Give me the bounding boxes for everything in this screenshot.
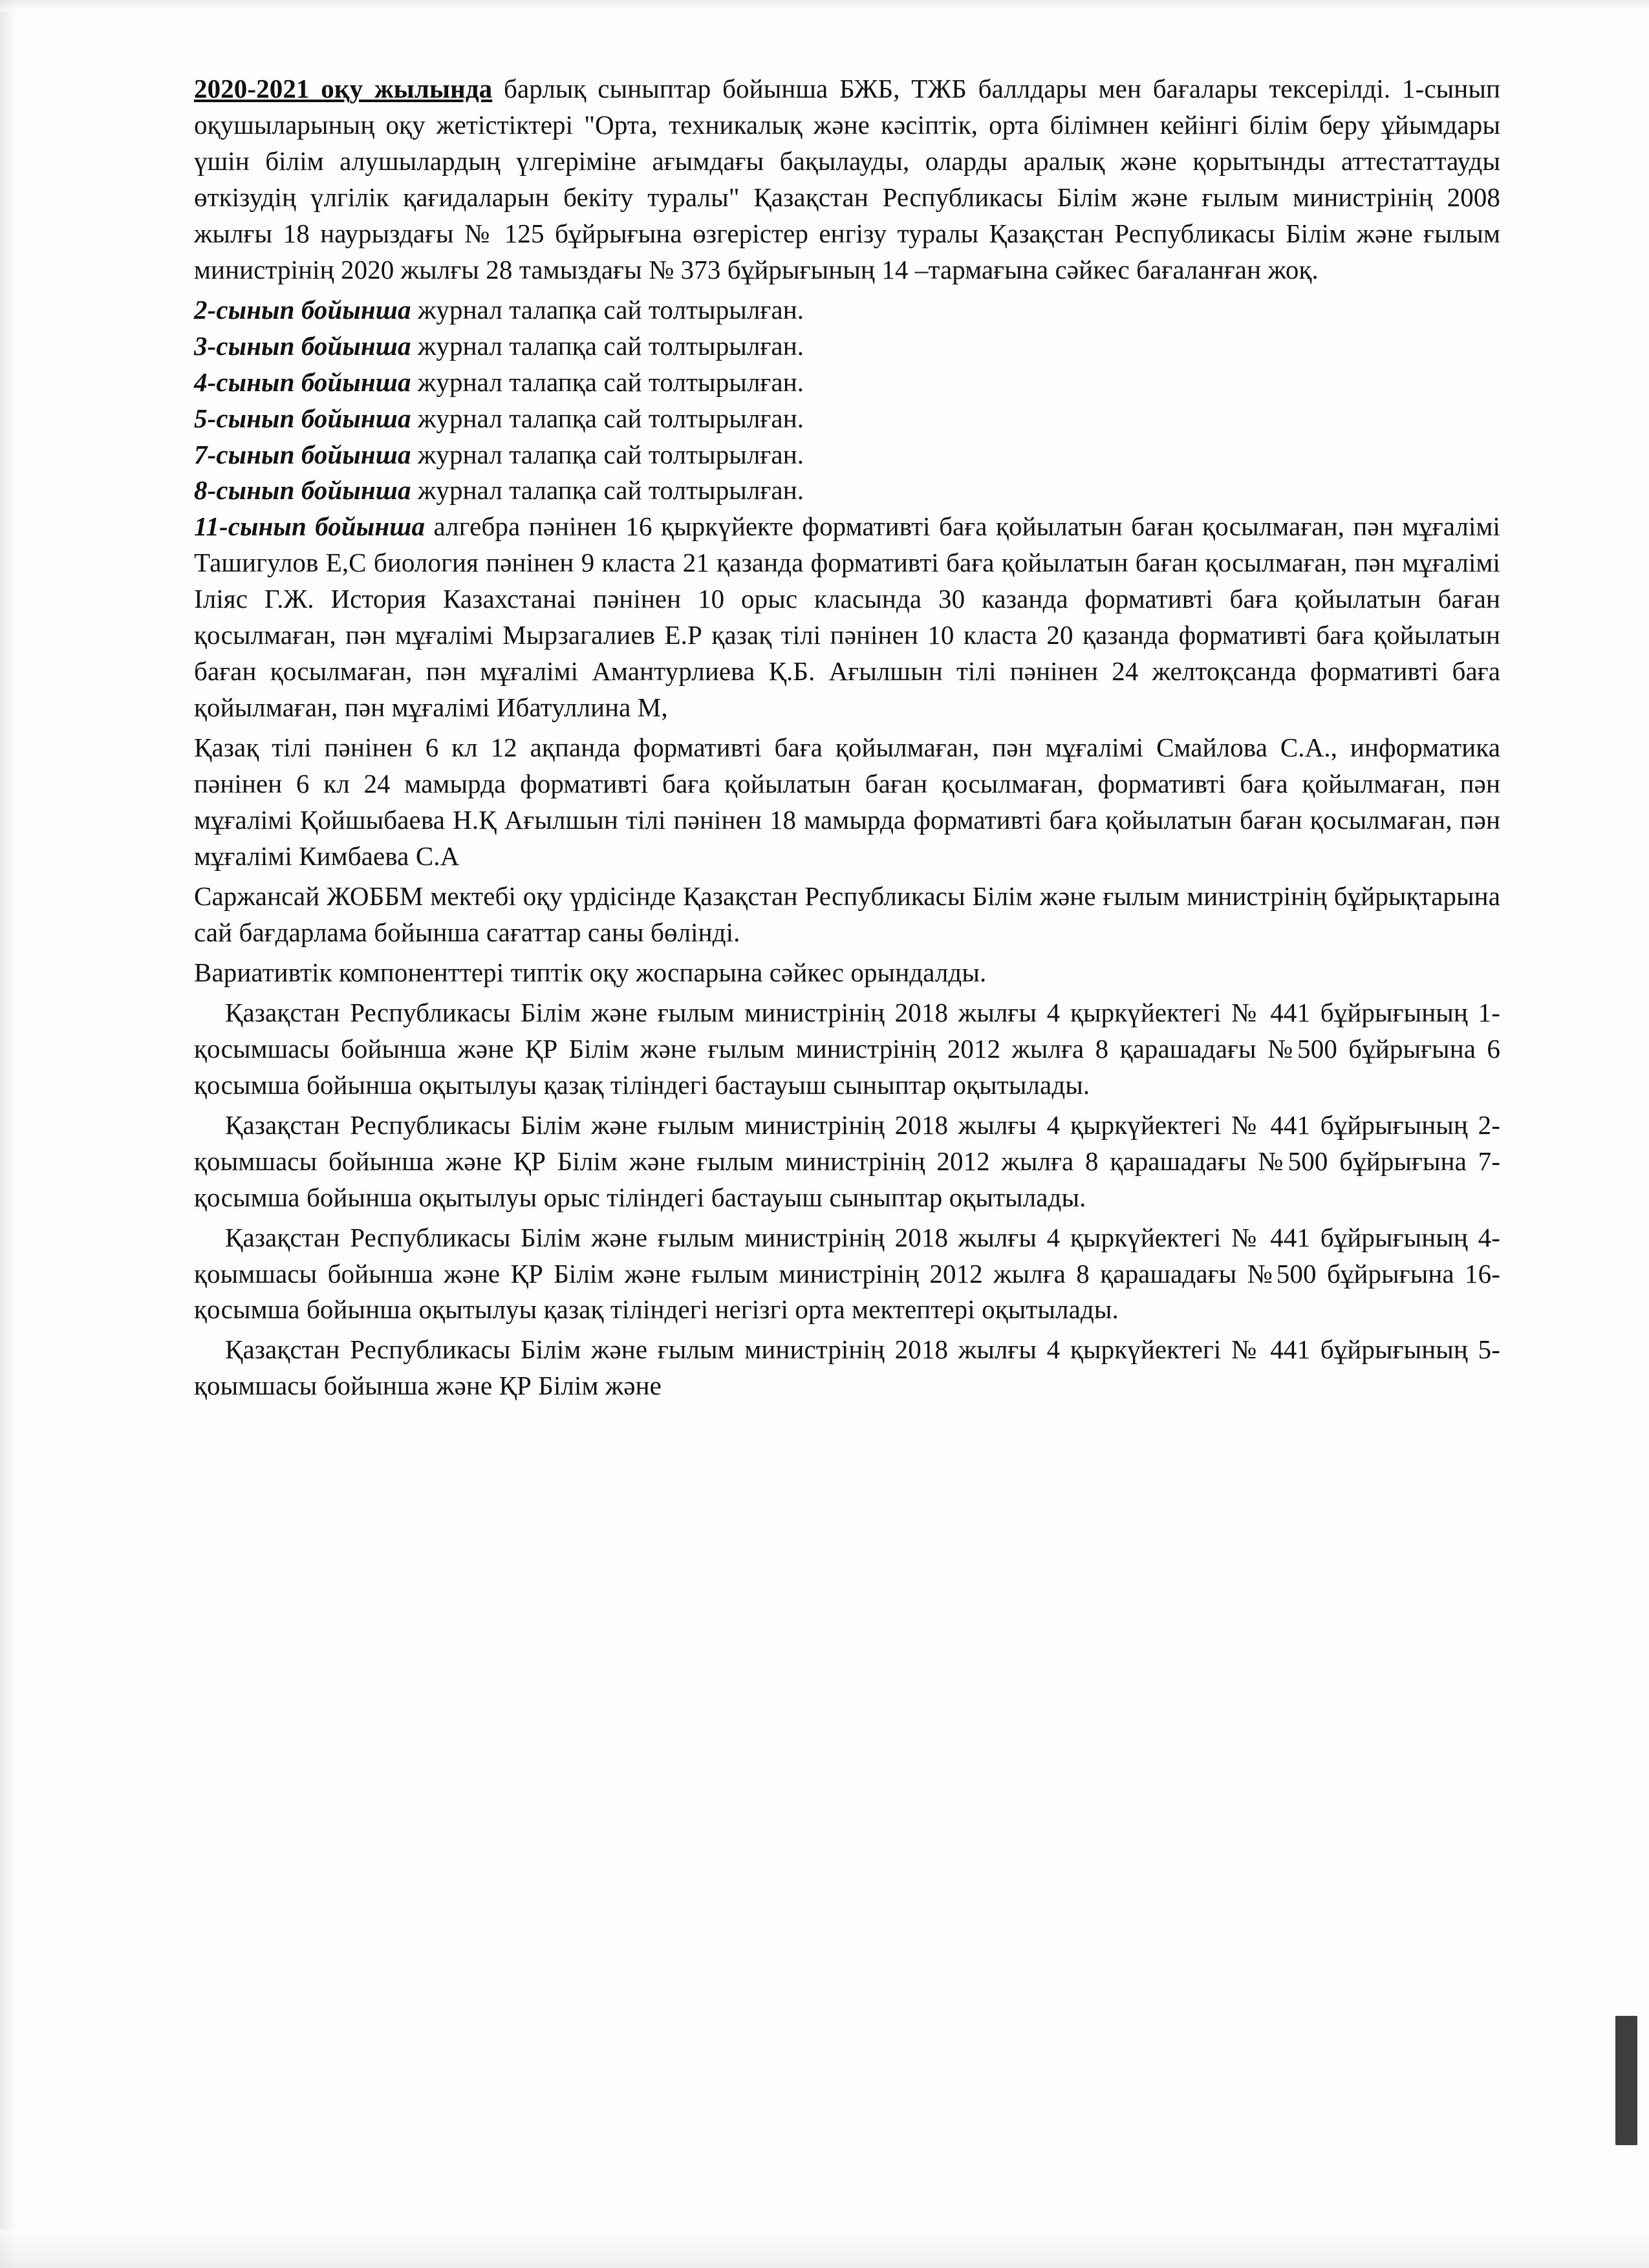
paragraph-grade-7 (194, 437, 1500, 473)
paragraph-order-441-annex-5: Қазақстан Республикасы Білім және ғылым министрінің 2018 жылғы 4 қыркүйектегі № 441 бұйрығының 5- қоымшасы бойынша және ҚР Білім және (194, 1334, 1500, 1401)
paragraph-text: журнал талапқа сай толтырылған. (411, 294, 804, 325)
paragraph-lead-grade-7: 7-сынып бойынша (194, 439, 411, 469)
paragraph-order-441-annex-4: Қазақстан Республикасы Білім және ғылым министрінің 2018 жылғы 4 қыркүйектегі № 441 бұйрығының 4- қоымшасы бойынша және ҚР Білім және ғылым министрінің 2012 жылға 8 қарашадағы №500 бұйрығына 16-қосымша бойынша оқытылуы қазақ тіліндегі негізгі орта мектептері оқытылады. (194, 1222, 1500, 1325)
paragraph-text: журнал талапқа сай толтырылған. (411, 403, 804, 433)
paragraph-lead-grade-11: 11-сынып бойынша (194, 511, 426, 542)
scan-edge-left (0, 0, 17, 2268)
paragraph-text: барлық сыныптар бойынша БЖБ, ТЖБ баллдары мен бағалары тексерілді. 1-сынып оқушыларының оқу жетістіктері "Орта, техникалық және кәсіптік, орта білімнен кейінгі білім беру ұйымдары үшін білім алушылардың үлгеріміне ағымдағы бақылауды, оларды аралық және қорытынды аттестаттауды өткізудің үлгілік қағидаларын бекіту туралы" Қазақстан Республикасы Білім және ғылым министрінің 2008 жылғы 18 наурыздағы № 125 бұйрығына өзгерістер енгізу туралы Қазақстан Республикасы Білім және ғылым министрінің 2020 жылғы 28 тамыздағы № 373 бұйрығының 14 –тармағына сәйкес бағаланған жоқ. (194, 74, 1501, 284)
paragraph-lead-year: 2020-2021 оқу жылында (194, 74, 493, 103)
scan-edge-top (0, 0, 1649, 12)
paragraph-text: журнал талапқа сай толтырылған. (411, 330, 804, 361)
paragraph-grade-8 (194, 473, 1500, 509)
paragraph-text: журнал талапқа сай толтырылған. (411, 475, 804, 506)
paragraph-grade-4 (194, 365, 1500, 401)
paragraph-kazakh-language-notes: Қазақ тілі пәнінен 6 кл 12 ақпанда формативті баға қойылмаған, пән мұғалімі Смайлова С.А., информатика пәнінен 6 кл 24 мамырда формативті баға қойылатын баған қосылмаған, формативті баға қойылмаған, пән мұғалімі Қойшыбаева Н.Қ Ағылшын тілі пәнінен 18 мамырда формативті баға қойылатын баған қосылмаған, пән мұғалімі Кимбаева С.А (194, 733, 1500, 872)
paragraph-order-441-annex-1: Қазақстан Республикасы Білім және ғылым министрінің 2018 жылғы 4 қыркүйектегі № 441 бұйрығының 1-қосымшасы бойынша және ҚР Білім және ғылым министрінің 2012 жылға 8 қарашадағы №500 бұйрығына 6 қосымша бойынша оқытылуы қазақ тіліндегі бастауыш сыныптар оқытылады. (194, 997, 1500, 1100)
paragraph-intro (194, 71, 1500, 288)
paragraph-text: алгебра пәнінен 16 қыркүйекте формативті баға қойылатын баған қосылмаған, пән мұғалімі Ташигулов Е,С биология пәнінен 9 класта 21 қазанда формативті баға қойылатын баған қосылмаған, пән мұғалімі Іліяс Г.Ж. История Казахстанаі пәнінен 10 орыс класында 30 казанда формативті баға қойылатын баған қосылмаған, пән мұғалімі Мырзагалиев Е.Р қазақ тілі пәнінен 10 класта 20 қазанда формативті баға қойылатын баған қосылмаған, пән мұғалімі Амантурлиева Қ.Б. Ағылшын тілі пәнінен 24 желтоқсанда формативті баға қойылмаған, пән мұғалімі Ибатуллина М, (194, 511, 1500, 723)
paragraph-lead-grade-4: 4-сынып бойынша (194, 367, 411, 397)
paragraph-lead-grade-5: 5-сынып бойынша (194, 403, 411, 433)
paragraph-grade-5 (194, 401, 1500, 437)
scan-edge-bottom (0, 2229, 1649, 2268)
paragraph-text: журнал талапқа сай толтырылған. (411, 439, 804, 469)
document-body (194, 71, 1500, 1408)
paragraph-grade-3 (194, 328, 1500, 365)
paragraph-text: журнал талапқа сай толтырылған. (411, 367, 804, 397)
paragraph-school-hours: Саржансай ЖОББМ мектебі оқу үрдісінде Қазақстан Республикасы Білім және ғылым министрінің бұйрықтарына сай бағдарлама бойынша сағаттар саны бөлінді. (194, 881, 1500, 947)
paragraph-variative-component: Вариативтік компоненттері типтік оқу жоспарына сәйкес орындалды. (194, 957, 987, 987)
scan-binding-mark (1615, 2016, 1637, 2145)
paragraph-lead-grade-8: 8-сынып бойынша (194, 475, 411, 506)
paragraph-grade-11 (194, 509, 1500, 726)
paragraph-grade-2 (194, 292, 1500, 328)
paragraph-lead-grade-2: 2-сынып бойынша (194, 294, 411, 325)
paragraph-lead-grade-3: 3-сынып бойынша (194, 330, 411, 361)
paragraph-order-441-annex-2: Қазақстан Республикасы Білім және ғылым министрінің 2018 жылғы 4 қыркүйектегі № 441 бұйрығының 2-қоымшасы бойынша және ҚР Білім және ғылым министрінің 2012 жылға 8 қарашадағы №500 бұйрығына 7-қосымша бойынша оқытылуы орыс тіліндегі бастауыш сыныптар оқытылады. (194, 1109, 1500, 1212)
